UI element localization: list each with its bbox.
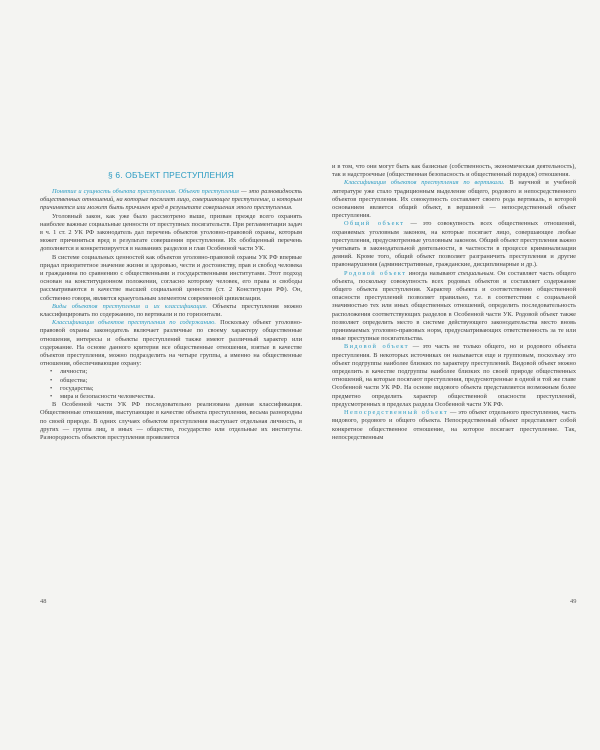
object-list — [40, 368, 302, 401]
direct-object-text: — это объект отдельного преступления, часть видового, родового и общего объекта. Непосредственный объект представляет собой конкретное общественное отношение, на которое посягает преступление. Так, непосредственным — [332, 409, 576, 441]
paragraph-continued: и в том, что они могут быть как базисные (собственность, экономическая деятельность), так и надстроечные (общественная безопасность и общественный порядок) отношения. — [332, 163, 576, 179]
paragraph-5-text: Поскольку объект уголовно-правовой охраны законодатель включает различные по своему характеру общественные отношения, интересы и объекты преступлений также имеют различный характер или содержание. На основе данного критерия все общественные отношения, взятые в качестве объектов преступления, можно подразделить на четыре группы, а именно на общественные отношения, обеспечивающие охрану: — [40, 319, 303, 368]
term-general-object: Общий объект — [344, 220, 405, 228]
list-item: • общества; — [60, 377, 302, 385]
paragraph-vertical — [332, 179, 576, 220]
term-types: Виды объектов преступления и их классификация. — [52, 302, 208, 310]
generic-object-mid: иногда называют — [408, 269, 456, 277]
specific-object-text: — это часть не только общего, но и родового объекта преступления. В некоторых источниках он называется еще и групповым, поскольку это объект подгруппы наиболее близких по характеру преступлений. Видовой объект можно определить в качестве подгруппы наиболее близких по своей природе общественных отношений, на которые посягают преступления, предусмотренные в одной и той же главе Особенной части УК РФ. На основе видового объекта представляется возможным более предметно определить характер общественной опасности преступлений, предусмотренных в пределах раздела Особенной части УК РФ. — [332, 343, 577, 408]
general-object-text: — это совокупность всех общественных отношений, охраняемых уголовным законом, на которые посягает лицо, совершающее любые преступления, предусмотренные уголовным законом. Общий объект преступления важно учитывать в законодательной деятельности, в частности в процессе криминализации деяний. Кроме того, общий объект позволяет разграничить преступления и другие правонарушения (административные, гражданские, дисциплинарные и др.). — [332, 220, 576, 269]
list-item: • личности; — [60, 368, 302, 376]
term-classification-vertical: Классификация объектов преступления по вертикали. — [344, 179, 505, 187]
term-specific-object: Видовой объект — [344, 343, 409, 351]
paragraph-general-object — [332, 220, 576, 269]
term-object: Объект преступления — [178, 188, 239, 195]
paragraph-4 — [40, 303, 302, 319]
list-item: • мира и безопасности человечества. — [60, 393, 302, 401]
term-classification-content: Классификация объектов преступления по содержанию. — [52, 319, 216, 327]
page-number-left: 48 — [40, 598, 47, 605]
paragraph-direct-object — [332, 409, 576, 442]
paragraph-specific-object — [332, 343, 576, 409]
term-concept: Понятие и сущность объекта преступления. — [52, 188, 177, 195]
term-direct-object: Непосредственный объект — [344, 409, 449, 417]
paragraph-generic-object — [332, 270, 576, 344]
paragraph-4-text: Объекты преступления можно классифицировать по содержанию, по вертикали и по горизонтали. — [40, 302, 302, 319]
generic-object-special: специальным. — [457, 269, 496, 277]
definition-text: — это разновидность общественных отношений, на которые посягает лицо, совершающее преступление, и которым причиняется или может быть причинен вред в результате совершения этого преступления. — [40, 188, 302, 212]
paragraph-vertical-text: В научной и учебной литературе уже стало традиционным выделение общего, родового и непосредственного объектов преступления. Их совокупность составляет своего рода вертикаль, в которой основанием является общий объект, в вершиной — непосредственный объект преступления. — [332, 179, 576, 220]
left-page — [40, 160, 302, 442]
right-page — [332, 163, 576, 442]
paragraph-6: В Особенной части УК РФ последовательно реализована данная классификация. Общественные отношения, выступающие в качестве объекта преступления, весьма разнородны по своей природе. В одних случаях объектом преступления выступает отдельная личность, в других — группа лиц, в иных — общество, государство или отдельные их институты. Разнородность объектов преступления проявляется — [40, 401, 302, 442]
paragraph-5 — [40, 319, 302, 368]
paragraph-3: В системе социальных ценностей как объектов уголовно-правовой охраны УК РФ впервые придал приоритетное значение жизни и здоровью, чести и достоинству, прав и свобод человека и гражданина по сравнению с общественными и государственными институтами. Этот подход основан на конституционном положении, согласно которому человек, его права и свободы рассматриваются в качестве высшей социальной ценности (ст. 2 Конституции РФ). Он, собственно говоря, является краеугольным элементом современной цивилизации. — [40, 253, 302, 302]
list-item: • государства; — [60, 385, 302, 393]
section-heading: § 6. ОБЪЕКТ ПРЕСТУПЛЕНИЯ — [108, 170, 234, 180]
generic-object-text: Он составляет часть общего объекта, поскольку совокупность всех родовых объектов и составляет содержание общего объекта преступления. Характер объекта и соответственно общественной опасности преступлений позволяет правильно, т.е. в соответствии с социальной значимостью тех или иных общественных отношений, определить последовательность расположения соответствующих разделов в Особенной части УК. Родовой объект также позволяет определить место в системе действующего законодательства место вновь принимаемых уголовно-правовых норм, предусматривающих ответственность за те или иные преступные посягательства. — [332, 269, 576, 343]
paragraph-2: Уголовный закон, как уже было рассмотрено выше, призван прежде всего охранять наиболее важные социальные ценности от преступных посягательств. При регламентации задач в ч. 1 ст. 2 УК РФ законодатель дал перечень объектов уголовно-правовой охраны, которым может причиняться вред в результате совершения преступления. Их обобщенный перечень дополняется и конкретизируется в названиях разделов и глав Особенной части УК. — [40, 212, 302, 253]
term-generic-object: Родовой объект — [344, 269, 407, 277]
page-number-right: 49 — [570, 598, 577, 605]
paragraph-definition — [40, 188, 302, 213]
